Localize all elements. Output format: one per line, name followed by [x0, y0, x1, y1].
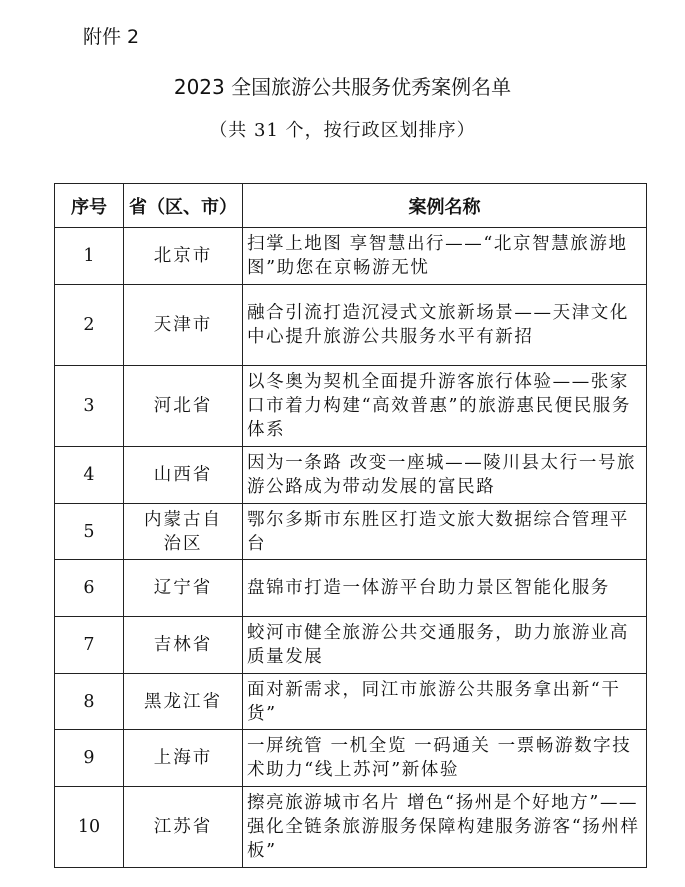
row-case: 扫掌上地图 享智慧出行——“北京智慧旅游地图”助您在京畅游无忧 [243, 228, 647, 285]
table-row [55, 730, 647, 787]
row-num: 5 [55, 504, 124, 560]
row-num: 1 [55, 228, 124, 285]
table-row [55, 617, 647, 674]
header-case: 案例名称 [243, 184, 647, 228]
row-case: 以冬奥为契机全面提升游客旅行体验——张家口市着力构建“高效普惠”的旅游惠民便民服务体系 [243, 366, 647, 447]
row-case: 鄂尔多斯市东胜区打造文旅大数据综合管理平台 [243, 504, 647, 560]
row-case: 盘锦市打造一体游平台助力景区智能化服务 [243, 560, 647, 617]
document-subtitle: （共 31 个，按行政区划排序） [209, 120, 476, 141]
row-province: 黑龙江省 [124, 674, 243, 730]
table-header-row [55, 184, 647, 228]
row-case: 蛟河市健全旅游公共交通服务，助力旅游业高质量发展 [243, 617, 647, 674]
header-province: 省（区、市） [124, 184, 243, 228]
table-row [55, 366, 647, 447]
table-row [55, 228, 647, 285]
row-province: 吉林省 [124, 617, 243, 674]
document-title: 2023 全国旅游公共服务优秀案例名单 [173, 75, 512, 99]
row-num: 4 [55, 447, 124, 504]
row-case: 擦亮旅游城市名片 增色“扬州是个好地方”——强化全链条旅游服务保障构建服务游客“扬州样板” [243, 787, 647, 868]
row-province: 天津市 [124, 285, 243, 366]
row-province: 辽宁省 [124, 560, 243, 617]
attachment-label: 附件 2 [83, 26, 140, 48]
row-num: 3 [55, 366, 124, 447]
row-case: 融合引流打造沉浸式文旅新场景——天津文化中心提升旅游公共服务水平有新招 [243, 285, 647, 366]
table-row [55, 285, 647, 366]
row-province: 山西省 [124, 447, 243, 504]
row-num: 8 [55, 674, 124, 730]
table-row [55, 447, 647, 504]
table-row [55, 787, 647, 868]
row-province: 上海市 [124, 730, 243, 787]
header-num: 序号 [55, 184, 124, 228]
table-row [55, 504, 647, 560]
row-num: 10 [55, 787, 124, 868]
row-case: 一屏统管 一机全览 一码通关 一票畅游数字技术助力“线上苏河”新体验 [243, 730, 647, 787]
table-row [55, 560, 647, 617]
row-province: 内蒙古自治区 [124, 504, 243, 560]
row-province: 河北省 [124, 366, 243, 447]
row-case: 因为一条路 改变一座城——陵川县太行一号旅游公路成为带动发展的富民路 [243, 447, 647, 504]
row-case: 面对新需求，同江市旅游公共服务拿出新“干货” [243, 674, 647, 730]
row-num: 9 [55, 730, 124, 787]
case-list-table [54, 183, 647, 868]
row-num: 7 [55, 617, 124, 674]
row-num: 2 [55, 285, 124, 366]
row-province: 江苏省 [124, 787, 243, 868]
table-row [55, 674, 647, 730]
row-num: 6 [55, 560, 124, 617]
row-province: 北京市 [124, 228, 243, 285]
